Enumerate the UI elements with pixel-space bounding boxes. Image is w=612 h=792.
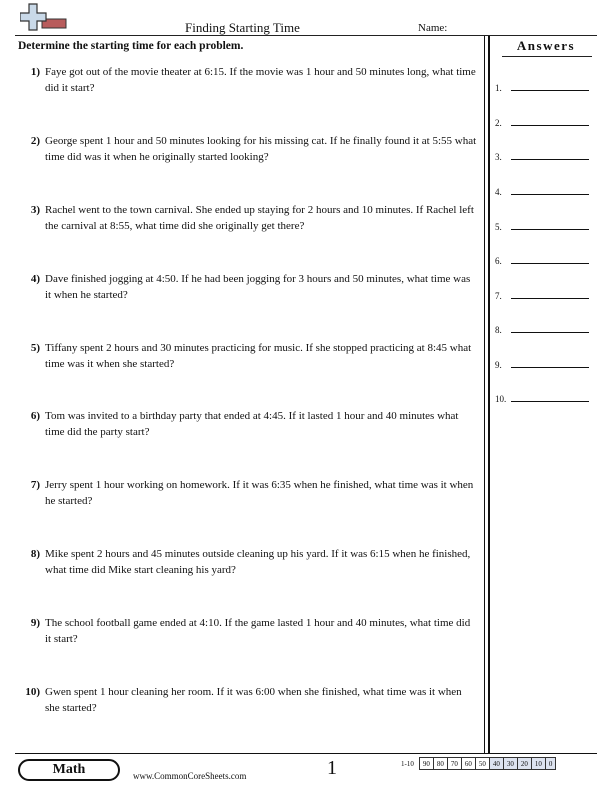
answer-number: 5. xyxy=(495,222,502,232)
answer-blank[interactable] xyxy=(511,159,589,160)
answer-blank[interactable] xyxy=(511,194,589,195)
score-cell: 70 xyxy=(447,758,461,770)
score-cell: 50 xyxy=(475,758,489,770)
problem-8 xyxy=(18,546,478,578)
answer-number: 6. xyxy=(495,256,502,266)
footer-divider xyxy=(15,753,597,754)
name-label: Name: xyxy=(418,22,448,34)
problem-number: 5) xyxy=(30,342,40,354)
score-cell: 0 xyxy=(545,758,556,770)
problem-number: 1) xyxy=(30,66,40,78)
problem-number: 3) xyxy=(30,204,40,216)
answer-blank[interactable] xyxy=(511,401,589,402)
answer-row-8 xyxy=(495,319,595,335)
problem-5 xyxy=(18,340,478,372)
website-link[interactable]: www.CommonCoreSheets.com xyxy=(133,771,247,781)
column-divider xyxy=(484,36,485,753)
instructions: Determine the starting time for each problem. xyxy=(18,40,244,52)
problem-text: Mike spent 2 hours and 45 minutes outside cleaning up his yard. If it was 6:15 when he finished, what time did Mike start cleaning his yard? xyxy=(45,548,471,576)
answer-number: 8. xyxy=(495,325,502,335)
answer-row-7 xyxy=(495,285,595,301)
answers-heading: Answers xyxy=(516,38,576,53)
answer-row-6 xyxy=(495,250,595,266)
page-number: 1 xyxy=(327,757,337,779)
problem-3 xyxy=(18,202,478,234)
problem-number: 4) xyxy=(30,273,40,285)
problem-6 xyxy=(18,408,478,440)
problem-text: Tiffany spent 2 hours and 30 minutes practicing for music. If she stopped practicing at 8:45 what time was it when she started? xyxy=(45,342,472,370)
score-range-label: 1-10 xyxy=(401,759,414,768)
problem-number: 9) xyxy=(30,617,40,629)
score-cell: 10 xyxy=(531,758,545,770)
problem-number: 6) xyxy=(30,410,40,422)
problem-text: Faye got out of the movie theater at 6:15. If the movie was 1 hour and 50 minutes long, what time did it start? xyxy=(45,66,476,94)
problem-text: The school football game ended at 4:10. If the game lasted 1 hour and 40 minutes, what time did it start? xyxy=(45,617,471,645)
subject-badge: Math xyxy=(18,759,120,781)
problem-2 xyxy=(18,133,478,165)
problem-9 xyxy=(18,615,478,647)
answer-number: 7. xyxy=(495,291,502,301)
logo-plus-minus-icon xyxy=(20,3,68,37)
score-cell: 80 xyxy=(433,758,447,770)
answer-blank[interactable] xyxy=(511,367,589,368)
answer-blank[interactable] xyxy=(511,90,589,91)
answer-number: 3. xyxy=(495,152,502,162)
problem-7 xyxy=(18,477,478,509)
problem-number: 10) xyxy=(25,686,40,698)
score-cell: 40 xyxy=(489,758,503,770)
problem-1 xyxy=(18,64,478,96)
score-table xyxy=(398,757,556,770)
answer-number: 2. xyxy=(495,118,502,128)
answer-row-5 xyxy=(495,216,595,232)
answer-blank[interactable] xyxy=(511,332,589,333)
answer-row-3 xyxy=(495,146,595,162)
problem-number: 7) xyxy=(30,479,40,491)
score-cell: 30 xyxy=(503,758,517,770)
problem-number: 2) xyxy=(30,135,40,147)
score-cell: 60 xyxy=(461,758,475,770)
answer-blank[interactable] xyxy=(511,263,589,264)
answer-number: 10. xyxy=(495,394,507,404)
problem-text: Gwen spent 1 hour cleaning her room. If it was 6:00 when she finished, what time was it when she started? xyxy=(45,686,462,714)
answer-number: 4. xyxy=(495,187,502,197)
answer-number: 9. xyxy=(495,360,502,370)
answers-heading-underline xyxy=(502,56,592,57)
answer-row-4 xyxy=(495,181,595,197)
score-cell: 90 xyxy=(419,758,433,770)
answer-blank[interactable] xyxy=(511,229,589,230)
problem-10 xyxy=(18,684,478,716)
answer-blank[interactable] xyxy=(511,298,589,299)
problem-text: Rachel went to the town carnival. She ended up staying for 2 hours and 10 minutes. If Rachel left the carnival at 8:55, what time did she originally get there? xyxy=(45,204,474,232)
problem-text: Jerry spent 1 hour working on homework. If it was 6:35 when he finished, what time was it when he started? xyxy=(45,479,474,507)
problem-number: 8) xyxy=(30,548,40,560)
problem-text: Tom was invited to a birthday party that ended at 4:45. If it lasted 1 hour and 40 minutes what time did the party start? xyxy=(45,410,459,438)
answer-row-10 xyxy=(495,388,595,404)
answer-row-9 xyxy=(495,354,595,370)
answer-number: 1. xyxy=(495,83,502,93)
answer-row-1 xyxy=(495,77,595,93)
problem-text: Dave finished jogging at 4:50. If he had been jogging for 3 hours and 50 minutes, what time was it when he started? xyxy=(45,273,471,301)
answer-row-2 xyxy=(495,112,595,128)
problem-text: George spent 1 hour and 50 minutes looking for his missing cat. If he finally found it at 5:55 what time did was it when he originally started looking? xyxy=(45,135,477,163)
answer-blank[interactable] xyxy=(511,125,589,126)
column-divider-thick xyxy=(488,36,490,753)
page-title: Finding Starting Time xyxy=(185,20,300,35)
problem-4 xyxy=(18,271,478,303)
score-cell: 20 xyxy=(517,758,531,770)
header-divider xyxy=(15,35,597,36)
